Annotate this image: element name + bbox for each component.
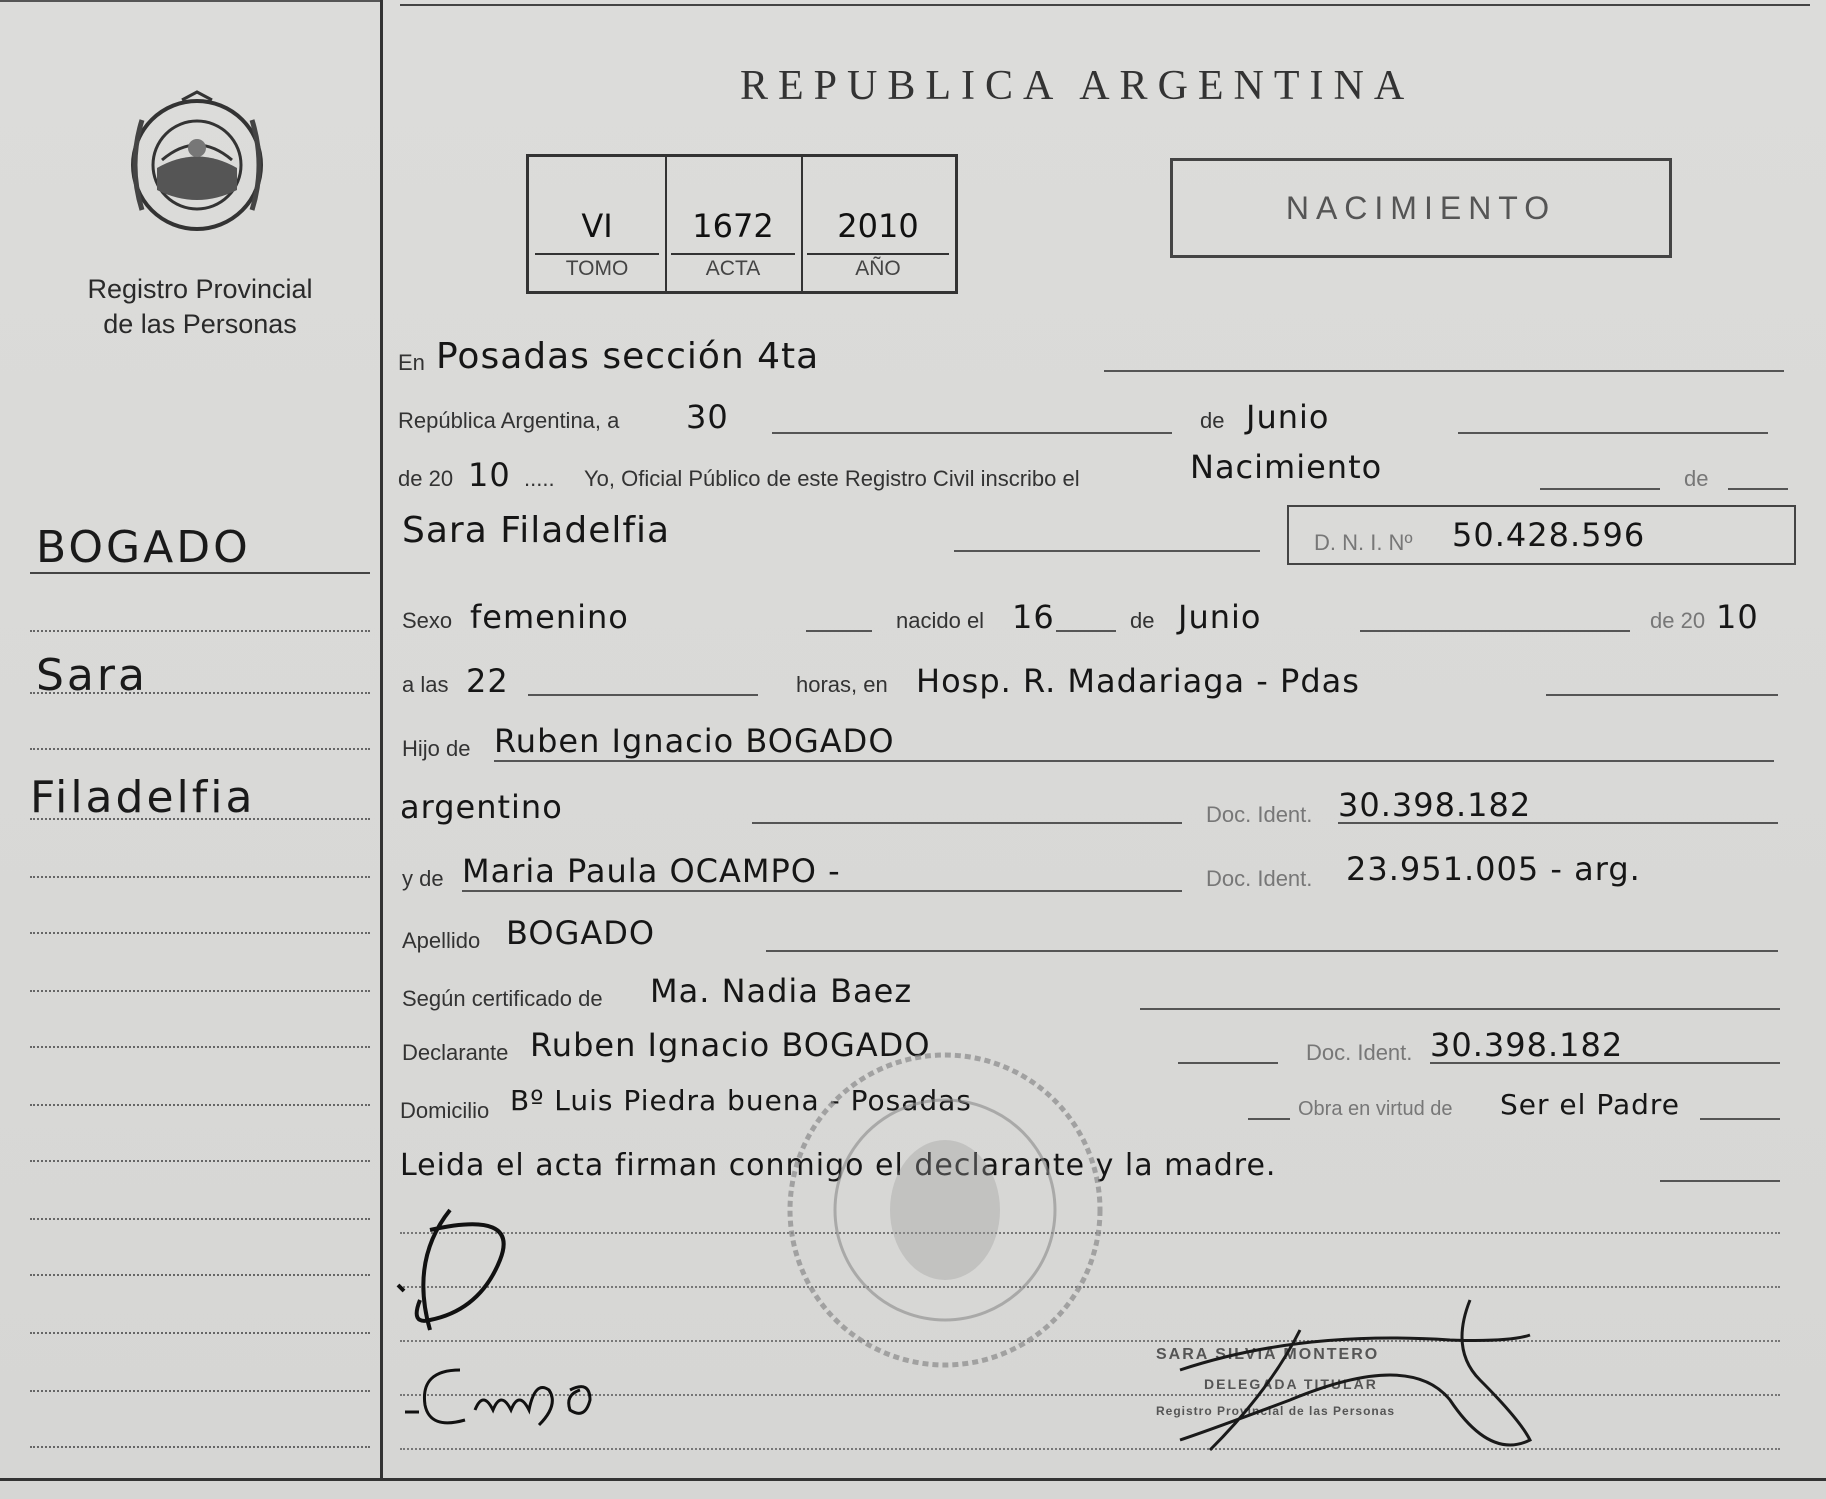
tomo-label: TOMO: [565, 257, 629, 280]
doc-label-father: Doc. Ident.: [1206, 802, 1313, 827]
birth-month-line: [1360, 630, 1630, 632]
de-label-3: de: [1130, 608, 1155, 633]
province-seal-icon: [122, 90, 272, 240]
anio-cell: [801, 157, 955, 291]
tomo-cell: [529, 157, 667, 291]
left-dots-1: [30, 630, 370, 632]
left-dots-6: [30, 932, 370, 934]
sexo-value: femenino: [470, 598, 629, 636]
nacido-label: nacido el: [896, 608, 985, 633]
left-dots-5: [30, 876, 370, 878]
top-rule-left: [0, 0, 380, 2]
declarante-label: Declarante: [402, 1040, 509, 1065]
left-dots-10: [30, 1160, 370, 1162]
obra-label: Obra en virtud de: [1298, 1098, 1453, 1120]
de20-label-2: de 20: [1650, 608, 1706, 633]
de-label-2: de: [1684, 466, 1709, 491]
tomo-rule: [535, 253, 659, 255]
hijo-label: Hijo de: [402, 736, 471, 761]
birth-day-value: 16: [1012, 598, 1055, 636]
declarante-signature-icon: [390, 1200, 570, 1350]
register-box: [526, 154, 958, 294]
apellido-value: BOGADO: [506, 914, 656, 952]
yde-label: y de: [402, 866, 444, 891]
left-dots-9: [30, 1104, 370, 1106]
declarante-doc-value: 30.398.182: [1430, 1026, 1624, 1064]
official-title-text: DELEGADA TITULAR: [1204, 1376, 1378, 1392]
acta-value: 1672: [692, 207, 774, 245]
left-second-name: Filadelfia: [30, 772, 256, 823]
left-dots-2: [30, 692, 370, 694]
father-line: [494, 760, 1774, 762]
anio-rule: [807, 253, 949, 255]
mother-value: Maria Paula OCAMPO -: [462, 852, 841, 890]
apellido-label: Apellido: [402, 928, 481, 953]
left-dots-15: [30, 1446, 370, 1448]
year-dots: .....: [524, 466, 555, 491]
left-dots-7: [30, 990, 370, 992]
birth-place-line: [1546, 694, 1778, 696]
inscribo-line: [1540, 488, 1660, 490]
official-org-text: Registro Provincial de las Personas: [1156, 1404, 1396, 1418]
mother-doc-value: 23.951.005 - arg.: [1346, 850, 1641, 888]
hour-value: 22: [466, 662, 509, 700]
en-label: En: [398, 350, 425, 375]
certificado-value: Ma. Nadia Baez: [650, 972, 913, 1010]
place-line: [1104, 370, 1784, 372]
name-line: [954, 550, 1260, 552]
left-dots-12: [30, 1274, 370, 1276]
domicilio-value: Bº Luis Piedra buena - Posadas: [510, 1084, 972, 1117]
dni-value: 50.428.596: [1452, 516, 1646, 554]
person-name-value: Sara Filadelfia: [402, 510, 671, 551]
birth-place-value: Hosp. R. Madariaga - Pdas: [916, 662, 1360, 700]
birth-month-value: Junio: [1178, 598, 1262, 636]
left-dots-14: [30, 1390, 370, 1392]
left-dots-8: [30, 1046, 370, 1048]
left-dots-3: [30, 748, 370, 750]
month-line: [1458, 432, 1768, 434]
left-dots-13: [30, 1332, 370, 1334]
mother-line: [462, 890, 1182, 892]
country-title: REPUBLICA ARGENTINA: [740, 63, 1415, 109]
alas-label: a las: [402, 672, 449, 697]
closing-text: Leida el acta firman conmigo el declarante y la madre.: [400, 1148, 1277, 1183]
doc-label-mother: Doc. Ident.: [1206, 866, 1313, 891]
declarante-line: [1178, 1062, 1278, 1064]
birth-day-line: [1056, 630, 1116, 632]
left-dots-4: [30, 818, 370, 820]
republica-label: República Argentina, a: [398, 408, 620, 433]
hour-line: [528, 694, 758, 696]
anio-value: 2010: [837, 207, 919, 245]
de-label: de: [1200, 408, 1225, 433]
father-doc-line: [1338, 822, 1778, 824]
father-value: Ruben Ignacio BOGADO: [494, 722, 895, 760]
certificado-line: [1140, 1008, 1780, 1010]
month-value: Junio: [1246, 398, 1330, 436]
birth-year-suffix-value: 10: [1716, 598, 1759, 636]
place-value: Posadas sección 4ta: [436, 336, 820, 377]
day-value: 30: [686, 398, 729, 436]
obra-line: [1700, 1118, 1780, 1120]
declarante-value: Ruben Ignacio BOGADO: [530, 1026, 931, 1064]
dni-label: D. N. I. Nº: [1314, 530, 1413, 555]
official-stamp-icon: [780, 1045, 1110, 1375]
anio-label: AÑO: [855, 257, 901, 280]
left-surname: BOGADO: [36, 522, 251, 573]
domicilio-label: Domicilio: [400, 1098, 490, 1123]
closing-line: [1660, 1180, 1780, 1182]
acta-cell: [665, 157, 803, 291]
mother-signature-icon: [400, 1350, 620, 1440]
declarante-doc-line: [1430, 1062, 1780, 1064]
day-line: [772, 432, 1172, 434]
acta-rule: [671, 253, 795, 255]
tomo-value: VI: [581, 207, 613, 245]
sexo-line: [806, 630, 872, 632]
registry-line-2: de las Personas: [103, 309, 297, 339]
apellido-line: [766, 950, 1778, 952]
inscribo-value: Nacimiento: [1190, 448, 1383, 486]
certificado-label: Según certificado de: [402, 986, 603, 1011]
domicilio-line: [1248, 1118, 1290, 1120]
left-dots-11: [30, 1218, 370, 1220]
left-first-name: Sara: [36, 650, 148, 701]
year-suffix-value: 10: [468, 456, 511, 494]
acta-label: ACTA: [705, 257, 761, 280]
left-line-1: [30, 572, 370, 574]
father-doc-value: 30.398.182: [1338, 786, 1532, 824]
act-type-box: NACIMIENTO: [1170, 158, 1672, 258]
column-divider: [380, 0, 383, 1480]
de20-label: de 20: [398, 466, 454, 491]
father-nationality-value: argentino: [400, 788, 563, 826]
obra-value: Ser el Padre: [1500, 1088, 1680, 1121]
nationality-line: [752, 822, 1182, 824]
horas-label: horas, en: [796, 672, 888, 697]
oficial-label: Yo, Oficial Público de este Registro Civil inscribo el: [584, 466, 1080, 491]
registry-name: [60, 272, 340, 342]
de-line-2: [1728, 488, 1788, 490]
official-name-text: SARA SILVIA MONTERO: [1156, 1346, 1380, 1363]
sexo-label: Sexo: [402, 608, 453, 633]
doc-label-declarante: Doc. Ident.: [1306, 1040, 1413, 1065]
registry-line-1: Registro Provincial: [87, 274, 313, 304]
official-signature-icon: [1150, 1290, 1590, 1490]
top-rule-right: [400, 4, 1810, 6]
